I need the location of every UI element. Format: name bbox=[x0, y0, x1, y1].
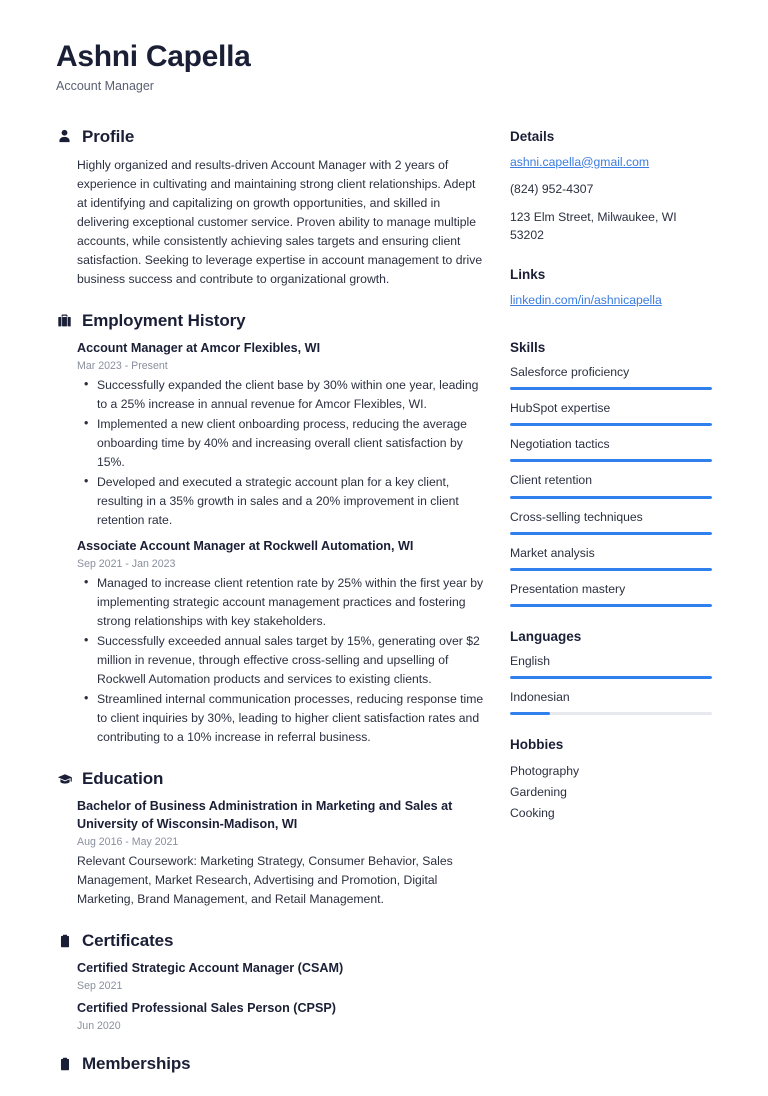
sidebar-section-details bbox=[510, 129, 712, 245]
section-employment-header bbox=[56, 311, 484, 331]
sidebar-section-hobbies bbox=[510, 737, 712, 824]
language-label: Indonesian bbox=[510, 689, 570, 704]
certificate-entry-date: Sep 2021 bbox=[77, 979, 123, 992]
section-memberships bbox=[56, 1054, 484, 1074]
education-entry-description: Relevant Coursework: Marketing Strategy, Consumer Behavior, Sales Management, Market Research, Advertising and Promotion, Digital Marketing, Brand Management, and Retail Management. bbox=[77, 853, 453, 906]
skill-item bbox=[510, 472, 712, 498]
employment-entry bbox=[77, 538, 484, 747]
main-column bbox=[56, 127, 484, 1096]
skill-level-track bbox=[510, 423, 712, 426]
section-memberships-title: Memberships bbox=[82, 1053, 191, 1073]
graduation-cap-icon bbox=[56, 771, 73, 788]
skill-item bbox=[510, 581, 712, 607]
skill-level-fill bbox=[510, 423, 712, 426]
bullet-item: • Implemented a new client onboarding process, reducing the average onboarding time by 40% and increasing overall client satisfaction by 15%. bbox=[97, 415, 484, 472]
hobby-item: Photography bbox=[510, 763, 580, 778]
education-entry-title: Bachelor of Business Administration in Marketing and Sales at University of Wisconsin-Madison, WI bbox=[77, 799, 453, 831]
skill-item bbox=[510, 436, 712, 462]
sidebar-section-languages bbox=[510, 629, 712, 715]
sidebar-languages-title: Languages bbox=[510, 628, 582, 644]
sidebar-section-skills bbox=[510, 340, 712, 607]
bullet-item: • Managed to increase client retention rate by 25% within the first year by implementing strategic account management practices and fostering strong relationships with key stakeholders. bbox=[97, 574, 484, 631]
language-level-track bbox=[510, 712, 712, 715]
sidebar-skills-title: Skills bbox=[510, 340, 546, 356]
employment-entry-title: Account Manager at Amcor Flexibles, WI bbox=[77, 340, 321, 355]
skill-level-fill bbox=[510, 387, 712, 390]
person-icon bbox=[56, 128, 73, 145]
section-profile-body bbox=[56, 156, 484, 289]
skill-level-track bbox=[510, 604, 712, 607]
skill-item bbox=[510, 545, 712, 571]
contact-address: 123 Elm Street, Milwaukee, WI 53202 bbox=[510, 209, 677, 243]
section-education-header bbox=[56, 769, 484, 789]
education-entry bbox=[77, 798, 484, 909]
section-certificates-title: Certificates bbox=[82, 930, 174, 950]
section-profile bbox=[56, 127, 484, 289]
certificate-entry bbox=[77, 960, 484, 992]
education-entry-date: Aug 2016 - May 2021 bbox=[77, 835, 179, 848]
certificate-entry-title: Certified Professional Sales Person (CPSP) bbox=[77, 1000, 336, 1015]
skill-level-track bbox=[510, 568, 712, 571]
skill-item bbox=[510, 400, 712, 426]
skill-level-track bbox=[510, 387, 712, 390]
candidate-name: Ashni Capella bbox=[56, 40, 251, 73]
employment-entry-bullets bbox=[77, 376, 484, 530]
section-education bbox=[56, 769, 484, 909]
bullet-item: • Developed and executed a strategic account plan for a key client, resulting in a 35% growth in sales and a 20% improvement in client retention rate. bbox=[97, 473, 484, 530]
section-employment bbox=[56, 311, 484, 747]
sidebar-details-title: Details bbox=[510, 128, 555, 144]
skill-label: Client retention bbox=[510, 473, 592, 488]
section-employment-title: Employment History bbox=[82, 310, 246, 330]
section-education-title: Education bbox=[82, 769, 164, 788]
skill-level-fill bbox=[510, 532, 712, 535]
bullet-item: • Streamlined internal communication processes, reducing response time to client inquiries by 30%, leading to higher client satisfaction rates and contributing to a 10% increase in referral business. bbox=[97, 690, 484, 747]
hobby-item: Cooking bbox=[510, 805, 555, 820]
skill-label: HubSpot expertise bbox=[510, 401, 611, 416]
skill-item bbox=[510, 364, 712, 390]
skill-label: Negotiation tactics bbox=[510, 437, 610, 452]
skill-level-track bbox=[510, 532, 712, 535]
sidebar-section-links bbox=[510, 267, 712, 319]
language-item bbox=[510, 689, 712, 715]
sidebar-hobbies-title: Hobbies bbox=[510, 736, 564, 752]
bullet-item: • Successfully expanded the client base by 30% within one year, leading to a 25% increase in annual revenue for Amcor Flexibles, WI. bbox=[97, 376, 484, 414]
skill-level-fill bbox=[510, 604, 712, 607]
section-memberships-header bbox=[56, 1054, 484, 1074]
section-profile-title: Profile bbox=[82, 126, 135, 146]
skill-label: Salesforce proficiency bbox=[510, 365, 630, 380]
skill-level-fill bbox=[510, 568, 712, 571]
section-certificates-body bbox=[56, 960, 484, 1032]
skill-label: Cross-selling techniques bbox=[510, 509, 643, 524]
bullet-item: • Successfully exceeded annual sales target by 15%, generating over $2 million in revenue, through effective cross-selling and upselling of Rockwell Automation products and services to existing clients. bbox=[97, 632, 484, 689]
employment-entry-date: Mar 2023 - Present bbox=[77, 359, 168, 372]
hobby-item: Gardening bbox=[510, 784, 567, 799]
employment-entry bbox=[77, 340, 484, 530]
section-profile-header bbox=[56, 127, 484, 147]
language-item bbox=[510, 653, 712, 679]
certificate-entry bbox=[77, 1000, 484, 1032]
resume-header bbox=[56, 40, 712, 93]
skill-label: Market analysis bbox=[510, 545, 595, 560]
section-certificates-header bbox=[56, 931, 484, 951]
language-level-fill bbox=[510, 712, 550, 715]
language-level-track bbox=[510, 676, 712, 679]
clipboard-icon bbox=[56, 932, 73, 949]
skill-level-fill bbox=[510, 496, 712, 499]
skill-level-fill bbox=[510, 459, 712, 462]
linkedin-link[interactable]: linkedin.com/in/ashnicapella bbox=[510, 292, 662, 307]
employment-entry-date: Sep 2021 - Jan 2023 bbox=[77, 557, 176, 570]
certificate-entry-date: Jun 2020 bbox=[77, 1019, 121, 1032]
certificate-entry-title: Certified Strategic Account Manager (CSAM) bbox=[77, 960, 344, 975]
language-level-fill bbox=[510, 676, 712, 679]
clipboard-icon bbox=[56, 1055, 73, 1072]
skill-label: Presentation mastery bbox=[510, 581, 626, 596]
contact-phone: (824) 952-4307 bbox=[510, 182, 594, 197]
employment-entry-title: Associate Account Manager at Rockwell Automation, WI bbox=[77, 538, 414, 553]
section-employment-body bbox=[56, 340, 484, 747]
skill-level-track bbox=[510, 459, 712, 462]
sidebar-links-title: Links bbox=[510, 266, 546, 282]
section-certificates bbox=[56, 931, 484, 1032]
candidate-job-title: Account Manager bbox=[56, 78, 154, 93]
section-education-body bbox=[56, 798, 484, 909]
briefcase-icon bbox=[56, 312, 73, 329]
resume-columns bbox=[56, 127, 712, 1096]
language-label: English bbox=[510, 653, 550, 668]
skill-item bbox=[510, 509, 712, 535]
profile-summary-text: Highly organized and results-driven Account Manager with 2 years of experience in cultivating and maintaining strong client relationships. Adept at identifying and capitalizing on growth opportunities, and skilled in delivering exceptional customer service. Proven ability to manage multiple accounts, while consistently achieving sales targets and ensuring client satisfaction. Seeking to leverage expertise in account management to drive business success and contribute to organizational growth. bbox=[77, 157, 483, 286]
employment-entry-bullets bbox=[77, 574, 484, 747]
contact-email-link[interactable]: ashni.capella@gmail.com bbox=[510, 154, 650, 169]
skill-level-track bbox=[510, 496, 712, 499]
sidebar-column bbox=[510, 127, 712, 846]
